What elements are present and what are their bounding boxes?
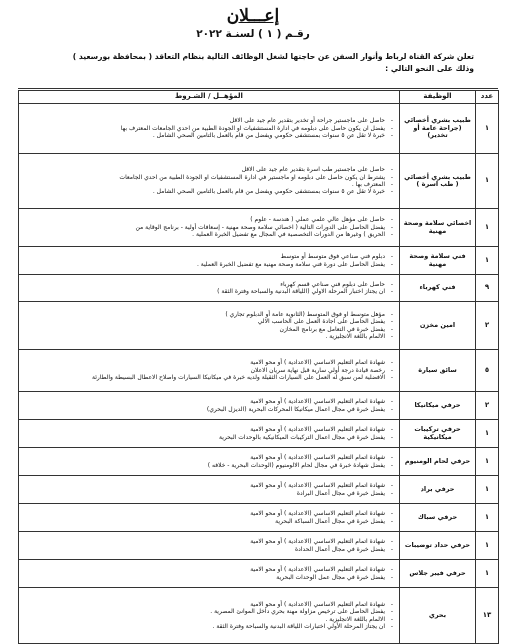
job-title: فني كهرباء: [400, 275, 476, 302]
job-count: ١: [476, 209, 499, 247]
job-count: ١: [476, 154, 499, 209]
header-job: الوظيفة: [400, 91, 476, 104]
job-title: طبيب بشري أخصائي (جراحة عامة أو تخدير): [400, 104, 476, 154]
requirement-item: - يفضل خبرة في مجال اعمال ميكانيكا المحركات البحرية (الديزل البحري): [21, 406, 385, 413]
requirement-item: - خبرة لا تقل عن ٥ سنوات بمستشفى حكومي ويفضل من قام بالعمل بالتامين الصحي الشامل .: [21, 188, 385, 195]
job-qualifications: [19, 247, 400, 275]
requirement-item: - شهادة اتمام التعليم الاساسي (الاعدادية ) أو محو الامية: [21, 482, 385, 489]
requirement-item: - دبلوم فني صناعي فوق متوسط أو متوسط: [21, 253, 385, 260]
job-count: ١٣: [476, 588, 499, 644]
job-qualifications: [19, 104, 400, 154]
requirements-list: [21, 359, 395, 381]
table-row: [19, 209, 499, 247]
table-row: [19, 532, 499, 560]
job-qualifications: [19, 476, 400, 504]
requirement-item: - شهادة اتمام التعليم الاساسي (الاعدادية ) أو محو الامية: [21, 566, 385, 573]
job-title: طبيب بشري أخصائي ( طب اسرة ): [400, 154, 476, 209]
requirements-list: [21, 482, 395, 497]
job-title: سائق سيارة: [400, 350, 476, 392]
requirement-item: - يفضل شهادة خبرة في مجال لحام الالومنيوم (الوحدات البحرية - خلافه ): [21, 462, 385, 469]
requirement-item: - شهادة اتمام التعليم الاساسي (الاعدادية ) أو محو الامية: [21, 510, 385, 517]
requirement-item: - شهادة اتمام التعليم الاساسي (الاعدادية ) أو محو الامية: [21, 359, 385, 366]
requirement-item: - يفضل خبرة في مجال اعمال التركيبات الميكانيكية بالوحدات البحرية: [21, 434, 385, 441]
requirement-item: - الافضلية لمن سبق له العمل على السيارات الثقيلة ولديه خبرة في ميكانيكا السيارات واصلاح الاعطال البسيطة والطارئة: [21, 374, 385, 381]
table-row: [19, 104, 499, 154]
job-qualifications: [19, 420, 400, 448]
table-row: [19, 588, 499, 644]
table-row: [19, 420, 499, 448]
job-title: حرفي حداد توضيبات: [400, 532, 476, 560]
requirements-list: [21, 253, 395, 268]
job-count: ١: [476, 420, 499, 448]
requirement-item: - يفضل ان يكون حاصل على دبلومه في ادارة المستشفيات او الجودة الطبية من احدي الجامعات المعترف بها: [21, 125, 385, 132]
job-count: ١: [476, 532, 499, 560]
requirement-item: - رخصة قيادة درجة أولي سارية قبل نهاية سريان الاعلان: [21, 367, 385, 374]
requirements-list: [21, 281, 395, 296]
job-count: ١: [476, 104, 499, 154]
requirement-item: - يفضل الحاصل على دورة فني سلامة وصحة مهنية مع تفضيل الخبرة العملية .: [21, 261, 385, 268]
jobs-table: [18, 90, 499, 644]
table-row: [19, 448, 499, 476]
intro-line-2: وذلك على النحو التالي :: [385, 64, 474, 73]
requirements-list: [21, 398, 395, 413]
header-qualification: المؤهــل / الشـروط: [19, 91, 400, 104]
requirement-item: - ان يجتاز المرحلة الأولي اختبارات اللياقة البدنية والسباحة وفترة الثقة .: [21, 623, 385, 630]
requirement-item: - يفضل الحاصل على ترخيص مزاولة مهنة بحري داخل الموانئ المصرية .: [21, 608, 385, 615]
requirements-list: [21, 166, 395, 196]
requirements-list: [21, 454, 395, 469]
requirement-item: - مؤهل متوسط او فوق المتوسط (الثانوية عامة أو الدبلوم تجاري ): [21, 311, 385, 318]
requirement-item: - يشترط ان يكون حاصل على دبلومه او ماجستير في ادارة المستشفيات او الجودة الطبية من احدي الجامعات: [21, 174, 385, 181]
requirement-item: - الالمام باللغة الانجليزية .: [21, 333, 385, 340]
job-qualifications: [19, 588, 400, 644]
requirement-item: - يفضل خبرة في مجال عمل الوحدات البحرية: [21, 574, 385, 581]
job-title: حرفي لحام الومنيوم: [400, 448, 476, 476]
table-row: [19, 350, 499, 392]
job-title: فني سلامة وصحة مهنية: [400, 247, 476, 275]
job-title: حرفي سباك: [400, 504, 476, 532]
job-title: امين مخزن: [400, 302, 476, 350]
requirements-list: [21, 601, 395, 631]
requirement-item: - حاصل على ماجستير طب اسرة بتقدير عام جيد على الاقل: [21, 166, 385, 173]
job-qualifications: [19, 209, 400, 247]
job-count: ٥: [476, 350, 499, 392]
job-title: حرفي براد: [400, 476, 476, 504]
table-row: [19, 275, 499, 302]
requirement-item: - خبرة لا تقل عن ٥ سنوات بمستشفى حكومي ويفضل من قام بالعمل بالتامين الصحي الشامل .: [21, 132, 385, 139]
requirement-item: - شهادة اتمام التعليم الاساسي (الاعدادية ) أو محو الامية: [21, 426, 385, 433]
requirement-item: - يفضل خبرة في التعامل مع برنامج المخازن: [21, 326, 385, 333]
job-qualifications: [19, 532, 400, 560]
requirement-item: - شهادة اتمام التعليم الاساسي (الاعدادية ) أو محو الامية: [21, 601, 385, 608]
requirement-item: - يفضل خبرة في مجال أعمال البرادة: [21, 490, 385, 497]
requirement-item: - حاصل على دبلوم فني صناعي قسم كهرباء: [21, 281, 385, 288]
job-qualifications: [19, 560, 400, 588]
page-title: إعـــلان: [226, 6, 280, 26]
requirement-item: - يفضل الحاصل على اجادة العمل على الحاسب الالي: [21, 318, 385, 325]
job-title: حرفي ميكانيكا: [400, 392, 476, 420]
table-body: [19, 104, 499, 644]
requirement-item: - يفضل خبرة في مجال أعمال الحدادة: [21, 546, 385, 553]
intro-text: [24, 51, 474, 75]
requirement-item: - ان يجتاز اختبار المرحلة الاولي (اللياقة البدنية والسباحة وفترة الثقة ): [21, 288, 385, 295]
requirement-item: - الحريق ) وغيرها من الدورات التخصصية في المجال مع تفضيل الخبرة العملية .: [21, 231, 385, 238]
table-row: [19, 302, 499, 350]
requirement-item: - يفضل خبرة في مجال أعمال السباكة البحرية: [21, 518, 385, 525]
job-title: بحري: [400, 588, 476, 644]
job-count: ١: [476, 247, 499, 275]
job-count: ٢: [476, 302, 499, 350]
job-qualifications: [19, 448, 400, 476]
requirements-list: [21, 216, 395, 238]
job-title: اخصائي سلامة وصحة مهنية: [400, 209, 476, 247]
job-qualifications: [19, 392, 400, 420]
requirement-item: - يفضل الحاصل على الدورات التالية ( اخصائي سلامة وصحة مهنية - إسعافات أولية - برنامج الوقاية من: [21, 224, 385, 231]
intro-line-1: تعلن شركة القناة لرباط وأنوار السفن عن حاجتها لشغل الوظائف التالية بنظام التعاقد ( بمحافظة بورسعيد ): [72, 52, 474, 61]
job-qualifications: [19, 154, 400, 209]
table-row: [19, 476, 499, 504]
table-row: [19, 154, 499, 209]
table-row: [19, 247, 499, 275]
job-qualifications: [19, 504, 400, 532]
requirements-list: [21, 510, 395, 525]
requirement-item: - المعترف بها .: [21, 181, 385, 188]
divider: [18, 88, 498, 89]
announcement-number: رقـم ( ١ ) لسنـة ٢٠٢٢: [196, 28, 310, 40]
table-row: [19, 392, 499, 420]
requirements-list: [21, 566, 395, 581]
job-qualifications: [19, 350, 400, 392]
job-count: ١: [476, 504, 499, 532]
job-title: حرفي فيبر جلاس: [400, 560, 476, 588]
job-qualifications: [19, 275, 400, 302]
job-title: حرفي تركيبات ميكانيكية: [400, 420, 476, 448]
requirement-item: - الالمام باللغة الانجليزية .: [21, 616, 385, 623]
job-count: ٩: [476, 275, 499, 302]
job-count: ١: [476, 476, 499, 504]
table-row: [19, 504, 499, 532]
requirement-item: - شهادة اتمام التعليم الاساسي (الاعدادية ) أو محو الامية: [21, 454, 385, 461]
job-count: ٢: [476, 392, 499, 420]
requirements-list: [21, 538, 395, 553]
header-count: عدد: [476, 91, 499, 104]
requirements-list: [21, 117, 395, 139]
requirements-list: [21, 311, 395, 341]
table-header-row: [19, 91, 499, 104]
table-row: [19, 560, 499, 588]
requirement-item: - شهادة اتمام التعليم الاساسي (الاعدادية ) أو محو الامية: [21, 538, 385, 545]
requirement-item: - حاصل على مؤهل عالي علمي عملي ( هندسة - علوم ): [21, 216, 385, 223]
job-qualifications: [19, 302, 400, 350]
requirement-item: - حاصل على ماجستير جراحة أو تخدير بتقدير عام جيد على الاقل: [21, 117, 385, 124]
job-count: ١: [476, 448, 499, 476]
job-count: ١: [476, 560, 499, 588]
requirement-item: - شهادة اتمام التعليم الاساسي (الاعدادية ) أو محو الامية: [21, 398, 385, 405]
requirements-list: [21, 426, 395, 441]
